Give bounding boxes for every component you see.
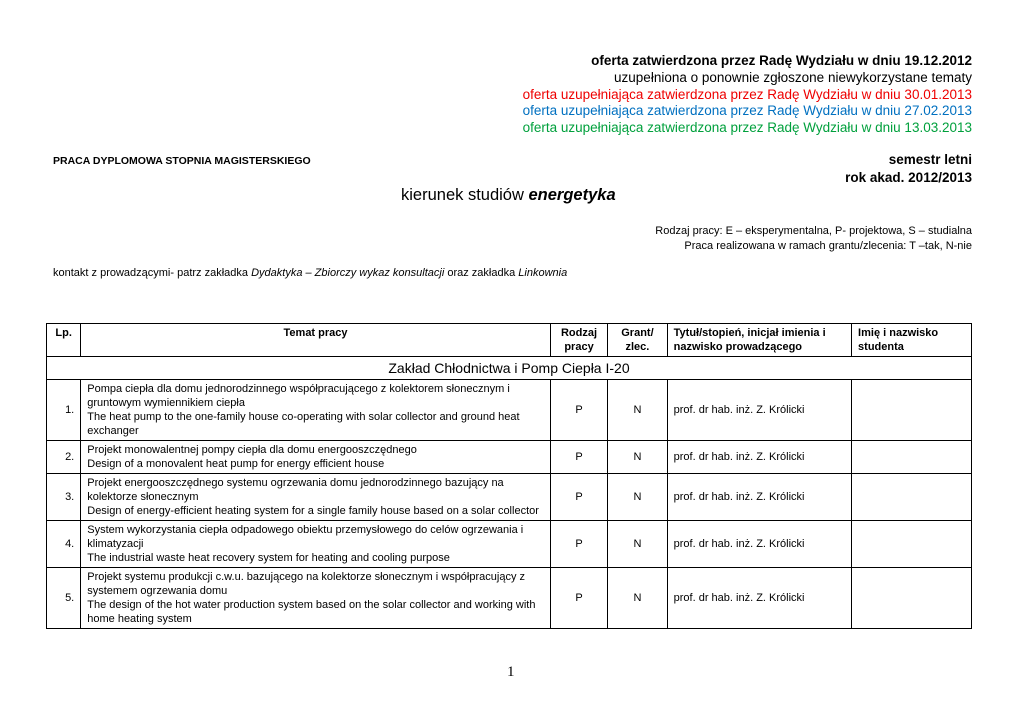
- offer-supplement-line: uzupełniona o ponownie zgłoszone niewykorzystane tematy: [614, 70, 972, 85]
- row-topic: [81, 521, 551, 568]
- grant-legend: Praca realizowana w ramach grantu/zlecenia: T –tak, N-nie: [684, 240, 972, 252]
- row-student: [852, 568, 972, 629]
- row-grant: N: [608, 380, 667, 441]
- topic-en: Design of a monovalent heat pump for energy efficient house: [87, 458, 385, 470]
- topic-pl: Projekt systemu produkcji c.w.u. bazującego na kolektorze słonecznym i współpracujący z systemem ogrzewania domu: [87, 571, 526, 597]
- row-student: [852, 380, 972, 441]
- semester-label: semestr letni: [888, 152, 972, 167]
- major-heading: [401, 186, 616, 205]
- contact-text-2: oraz zakładka: [444, 267, 519, 279]
- offer-supplement-red: oferta uzupełniająca zatwierdzona przez Radę Wydziału w dniu 30.01.2013: [522, 87, 972, 102]
- thesis-topics-table: [46, 323, 972, 629]
- table-row: [47, 521, 972, 568]
- row-lp: 4.: [47, 521, 81, 568]
- offer-approval-line: oferta zatwierdzona przez Radę Wydziału w dniu 19.12.2012: [591, 53, 972, 68]
- row-kind: P: [550, 568, 607, 629]
- page-number: 1: [507, 664, 515, 680]
- major-name: energetyka: [528, 186, 616, 204]
- row-student: [852, 521, 972, 568]
- row-grant: N: [608, 521, 667, 568]
- table-row: [47, 474, 972, 521]
- header-kind: Rodzaj pracy: [550, 324, 607, 357]
- row-grant: N: [608, 568, 667, 629]
- contact-note: [53, 267, 567, 279]
- department-name: Zakład Chłodnictwa i Pomp Ciepła I-20: [47, 357, 972, 380]
- academic-year: rok akad. 2012/2013: [845, 170, 972, 185]
- row-grant: N: [608, 441, 667, 474]
- header-lp: Lp.: [47, 324, 81, 357]
- row-kind: P: [550, 474, 607, 521]
- table-row: [47, 441, 972, 474]
- table-row: [47, 568, 972, 629]
- header-student: Imię i nazwisko studenta: [852, 324, 972, 357]
- row-lp: 2.: [47, 441, 81, 474]
- table-row: [47, 380, 972, 441]
- row-supervisor: prof. dr hab. inż. Z. Królicki: [667, 568, 851, 629]
- department-row: [47, 357, 972, 380]
- row-supervisor: prof. dr hab. inż. Z. Królicki: [667, 441, 851, 474]
- row-kind: P: [550, 380, 607, 441]
- table-header-row: [47, 324, 972, 357]
- row-student: [852, 474, 972, 521]
- row-lp: 1.: [47, 380, 81, 441]
- topic-en: The heat pump to the one-family house co-operating with solar collector and ground heat exchanger: [87, 411, 520, 437]
- row-student: [852, 441, 972, 474]
- row-topic: [81, 380, 551, 441]
- topic-pl: Projekt monowalentnej pompy ciepła dla domu energooszczędnego: [87, 444, 417, 456]
- row-grant: N: [608, 474, 667, 521]
- degree-title: PRACA DYPLOMOWA STOPNIA MAGISTERSKIEGO: [53, 155, 311, 167]
- topic-pl: System wykorzystania ciepła odpadowego obiektu przemysłowego do celów ogrzewania i klimatyzacji: [87, 524, 524, 550]
- header-topic: Temat pracy: [81, 324, 551, 357]
- kind-legend: Rodzaj pracy: E – eksperymentalna, P- projektowa, S – studialna: [655, 225, 972, 237]
- offer-supplement-green: oferta uzupełniająca zatwierdzona przez Radę Wydziału w dniu 13.03.2013: [522, 120, 972, 135]
- row-supervisor: prof. dr hab. inż. Z. Królicki: [667, 521, 851, 568]
- row-lp: 3.: [47, 474, 81, 521]
- row-topic: [81, 474, 551, 521]
- header-supervisor: Tytuł/stopień, inicjał imienia i nazwisko prowadzącego: [667, 324, 851, 357]
- topic-en: Design of energy-efficient heating system for a single family house based on a solar collector: [87, 505, 539, 517]
- row-supervisor: prof. dr hab. inż. Z. Królicki: [667, 474, 851, 521]
- row-topic: [81, 441, 551, 474]
- topic-pl: Pompa ciepła dla domu jednorodzinnego współpracującego z kolektorem słonecznym i gruntowym wymiennikiem ciepła: [87, 383, 510, 409]
- row-kind: P: [550, 441, 607, 474]
- contact-link-linkownia: Linkownia: [518, 267, 568, 279]
- row-supervisor: prof. dr hab. inż. Z. Królicki: [667, 380, 851, 441]
- row-lp: 5.: [47, 568, 81, 629]
- row-topic: [81, 568, 551, 629]
- topic-pl: Projekt energooszczędnego systemu ogrzewania domu jednorodzinnego bazujący na kolektorze słonecznym: [87, 477, 504, 503]
- contact-link-dydaktyka: Dydaktyka – Zbiorczy wykaz konsultacji: [251, 267, 445, 279]
- topic-en: The design of the hot water production system based on the solar collector and working with home heating system: [87, 599, 536, 625]
- row-kind: P: [550, 521, 607, 568]
- header-grant: Grant/ zlec.: [608, 324, 667, 357]
- offer-supplement-blue: oferta uzupełniająca zatwierdzona przez Radę Wydziału w dniu 27.02.2013: [522, 103, 972, 118]
- topic-en: The industrial waste heat recovery system for heating and cooling purpose: [87, 552, 450, 564]
- contact-text-1: kontakt z prowadzącymi- patrz zakładka: [53, 267, 252, 279]
- major-prefix: kierunek studiów: [401, 186, 529, 204]
